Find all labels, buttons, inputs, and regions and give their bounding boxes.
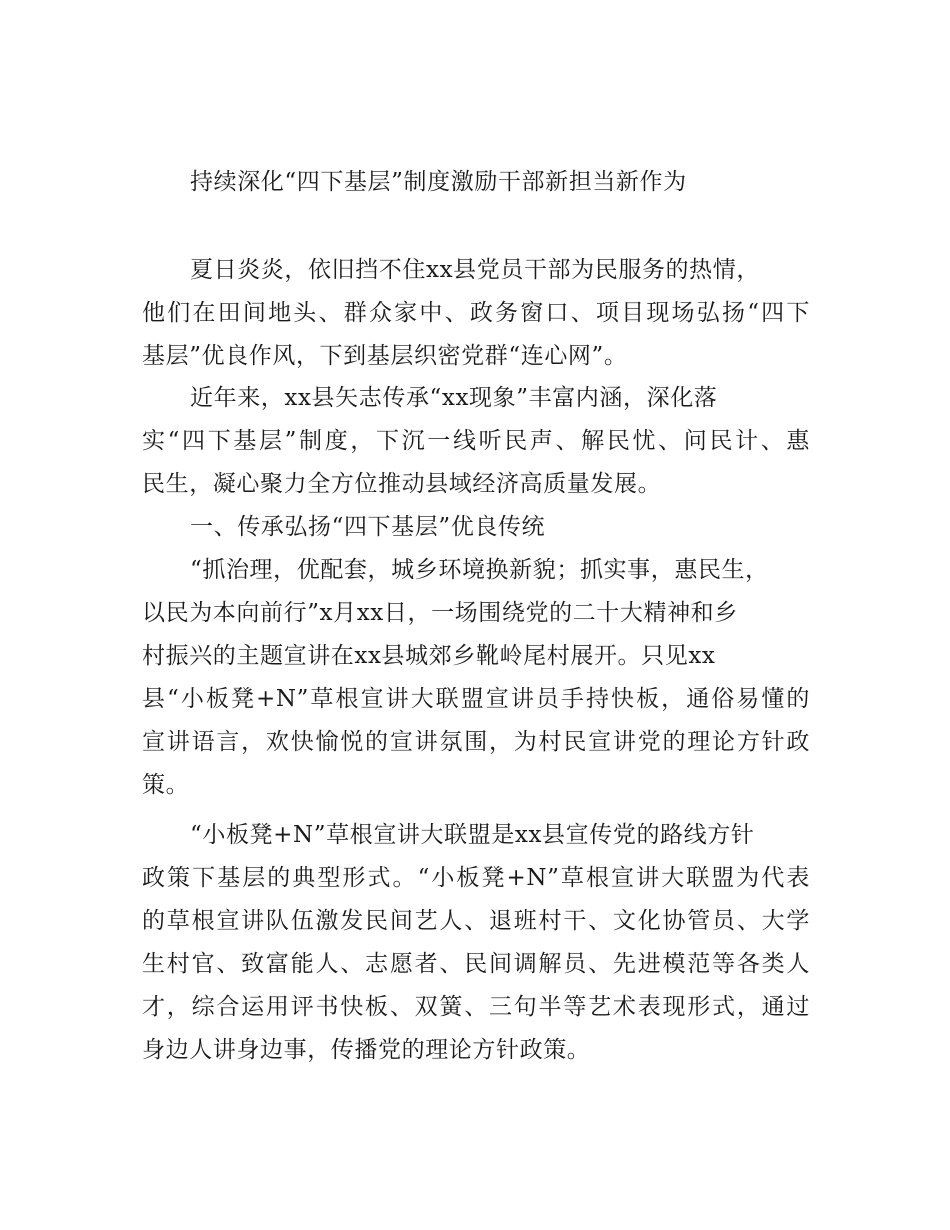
- paragraph-line: 身边人讲身边事，传播党的理论方针政策。: [142, 1037, 591, 1063]
- paragraph-line: 夏日炎炎，依旧挡不住xx县党员干部为民服务的热情，: [190, 257, 760, 283]
- paragraph-line: “小板凳+N”草根宣讲大联盟是xx县宣传党的路线方针: [190, 822, 755, 848]
- paragraph-line: 政策下基层的典型形式。“小板凳+N”草根宣讲大联盟为代表: [142, 865, 810, 891]
- paragraph-line: “抓治理，优配套，城乡环境换新貌；抓实事，惠民生，: [190, 557, 769, 583]
- paragraph-line: 以民为本向前行”x月xx日，一场围绕党的二十大精神和乡: [142, 600, 738, 626]
- paragraph-line: 县“小板凳+N”草根宣讲大联盟宣讲员手持快板，通俗易懂的: [142, 686, 810, 712]
- paragraph-line: 才，综合运用评书快板、双簧、三句半等艺术表现形式，通过: [142, 994, 810, 1020]
- paragraph-line: 近年来，xx县矢志传承“xx现象”丰富内涵，深化落: [190, 385, 718, 411]
- paragraph-line: 他们在田间地头、群众家中、政务窗口、项目现场弘扬“四下: [142, 300, 810, 326]
- paragraph-line: 生村官、致富能人、志愿者、民间调解员、先进模范等各类人: [142, 951, 810, 977]
- paragraph-line: 村振兴的主题宣讲在xx县城郊乡靴岭尾村展开。只见xx: [142, 643, 716, 669]
- paragraph-line: 实“四下基层”制度，下沉一线听民声、解民忧、问民计、惠: [142, 428, 810, 454]
- paragraph-line: 策。: [142, 772, 190, 798]
- paragraph-line: 的草根宣讲队伍激发民间艺人、退班村干、文化协管员、大学: [142, 908, 810, 934]
- paragraph-line: 基层”优良作风，下到基层织密党群“连心网”。: [142, 343, 628, 369]
- document-title: 持续深化“四下基层”制度激励干部新担当新作为: [190, 169, 687, 195]
- paragraph-line: 宣讲语言，欢快愉悦的宣讲氛围，为村民宣讲党的理论方针政: [142, 729, 810, 755]
- paragraph-line: 民生，凝心聚力全方位推动县域经济高质量发展。: [142, 471, 662, 497]
- section-heading: 一、传承弘扬“四下基层”优良传统: [190, 514, 546, 540]
